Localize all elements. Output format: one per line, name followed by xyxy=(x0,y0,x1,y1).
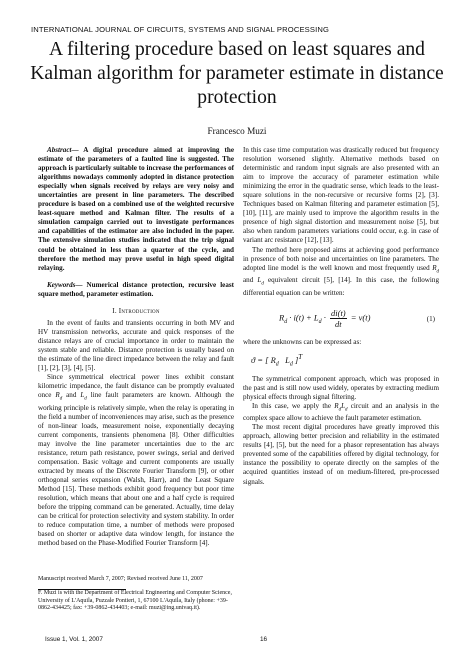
journal-header: INTERNATIONAL JOURNAL OF CIRCUITS, SYSTEMS AND SIGNAL PROCESSING xyxy=(31,25,330,34)
abstract xyxy=(38,146,234,273)
page-number: 16 xyxy=(260,636,268,643)
abstract-text: — A digital procedure aimed at improving the estimate of the parameters of a faulted line is suggested. The approach is particularly suitable to increase the performances of algorithms nowadays commonly adopted in distance protection especially when signals received by relays are very noisy and uncertainties are present in line parameters. The described procedure is based on a combined use of the weighted recursive least-square method and Kalman filter. The results of a simulation campaign carried out to investigate performances and capabilities of the estimator are also included in the paper. The extensive simulation studies indicated that the trip signal could be obtained in less than a quarter of the cycle, and therefore the method may prove useful in high speed digital relaying. xyxy=(38,146,234,272)
author-name: Francesco Muzi xyxy=(207,126,267,136)
issue-label: Issue 1, Vol. 1, 2007 xyxy=(45,636,103,643)
footnote-received: Manuscript received March 7, 2007; Revised received June 11, 2007 xyxy=(38,576,203,582)
paper-title: A filtering procedure based on least squares and Kalman algorithm for parameter estimate in distance protection xyxy=(30,39,444,108)
footnote-divider xyxy=(38,589,126,590)
footnote-affiliation: F. Muzi is with the Department of Electrical Engineering and Computer Science, University of L'Aquila, Puzzale Pontieri, 1, 67100 L'Aquila, Italy (phone: +39-0862-434425; fax: +39-0862-434403; e-mail: muzi@ing.univaq.it). xyxy=(38,590,232,612)
equation-1 xyxy=(243,304,439,334)
right-paragraph-1: In this case time computation was drastically reduced but frequency resolution worsened slightly. Alternative methods based on deterministic and random input signals are also presented with an aim to improve the accuracy of parameter estimation while minimizing the error in the quadratic sense, which leads to the least-square solutions in the non-recursive or recursive forms [2], [3]. Techniques based on Kalman filtering and parameter estimation [5], [10], [11], are mainly used to improve the algorithm results in the presence of high signal distortion and measurement noise [5], but also when random parameters variations could occur, e.g. in case of variant arc resistance [12], [13]. xyxy=(243,146,439,245)
left-column xyxy=(38,146,234,548)
equation-1-expression: $R_d \cdot i(t) + L_d$ · $\frac{di(t)}{dt}$ = v(t) xyxy=(279,307,371,329)
intro-paragraph-2: Since symmetrical electrical power lines exhibit constant kilometric impedance, the fault distance can be promptly evaluated once $R_d$ and $L_d$ line fault parameters are known. Although the working principle is relatively simple, when the relay is operating in the field a number of inconveniences may arise, such as the presence of non-linear loads, measurement noise, exponentially decaying current components, transients phenomena [8]. Other difficulties may involve the line parameter uncertainties due to the arc resistance, return path resistance, power swings, serial and derived compensation. Basic voltage and current components are usually extracted by means of the Discrete Fourier Transform [9], or other orthogonal series expansion (Walsh, Harr), and the Least Square Method [15]. These methods exhibit good frequency but poor time resolution, which means that about one and a half cycle is required before the tripping command can be generated. Actually, time delay can be critical for protection selectivity and system stability. In order to reduce computation time, a number of methods were proposed based on shorter or adaptive data window length, for instance the method based on the Phase-Modified Fourier Transform [4]. xyxy=(38,373,234,548)
right-paragraph-4: In this case, we apply the $R_dL_d$ circuit and an analysis in the complex space allow to achieve the fault parameter estimation. xyxy=(243,401,439,423)
unknowns-text: where the unknowns can be expressed as: xyxy=(243,337,362,346)
section-heading-introduction: I. Introduction xyxy=(112,306,160,315)
keywords-text: — Numerical distance protection, recursive least square method, parameter estimation. xyxy=(38,280,234,298)
equation-2: ϑ = [ $R_d$ $L_d$ ]$^T$ xyxy=(251,352,303,368)
right-paragraph-3: The symmetrical component approach, which was proposed in the past and is still now used widely, operates by extracting medium physical effects through signal filtering. xyxy=(243,374,439,401)
abstract-label: Abstract xyxy=(47,146,72,154)
footnotes xyxy=(38,576,234,613)
right-column xyxy=(243,146,439,487)
right-paragraph-5: The most recent digital procedures have greatly improved this approach, allowing better precision and reliability in the estimated results [4], [5], but the need for a phasor representation has always prevented some of the capabilities offered by digital technology, for instance the possibility to operate directly on the samples of the acquired quantities instead of on medium-filtered, pre-processed signals. xyxy=(243,423,439,486)
intro-paragraph-1: In the event of faults and transients occurring in both MV and HV transmission networks, accurate and quick responses of the distance relays are of crucial importance in order to maintain the system stable and reliable. Distance protection is usually based on the estimate of the line direct impedance between the relay and fault [1], [2], [3], [4], [5]. xyxy=(38,318,234,373)
keywords xyxy=(38,281,234,299)
keywords-label: Keywords xyxy=(47,280,76,289)
right-paragraph-2: The method here proposed aims at achieving good performance in presence of both noise and uncertainties on line parameters. The adopted line model is the well known and most frequently used $R_d$ and $L_d$ equivalent circuit [5], [14]. In this case, the following differential equation can be written: xyxy=(243,245,440,297)
equation-1-number: (1) xyxy=(426,314,435,323)
